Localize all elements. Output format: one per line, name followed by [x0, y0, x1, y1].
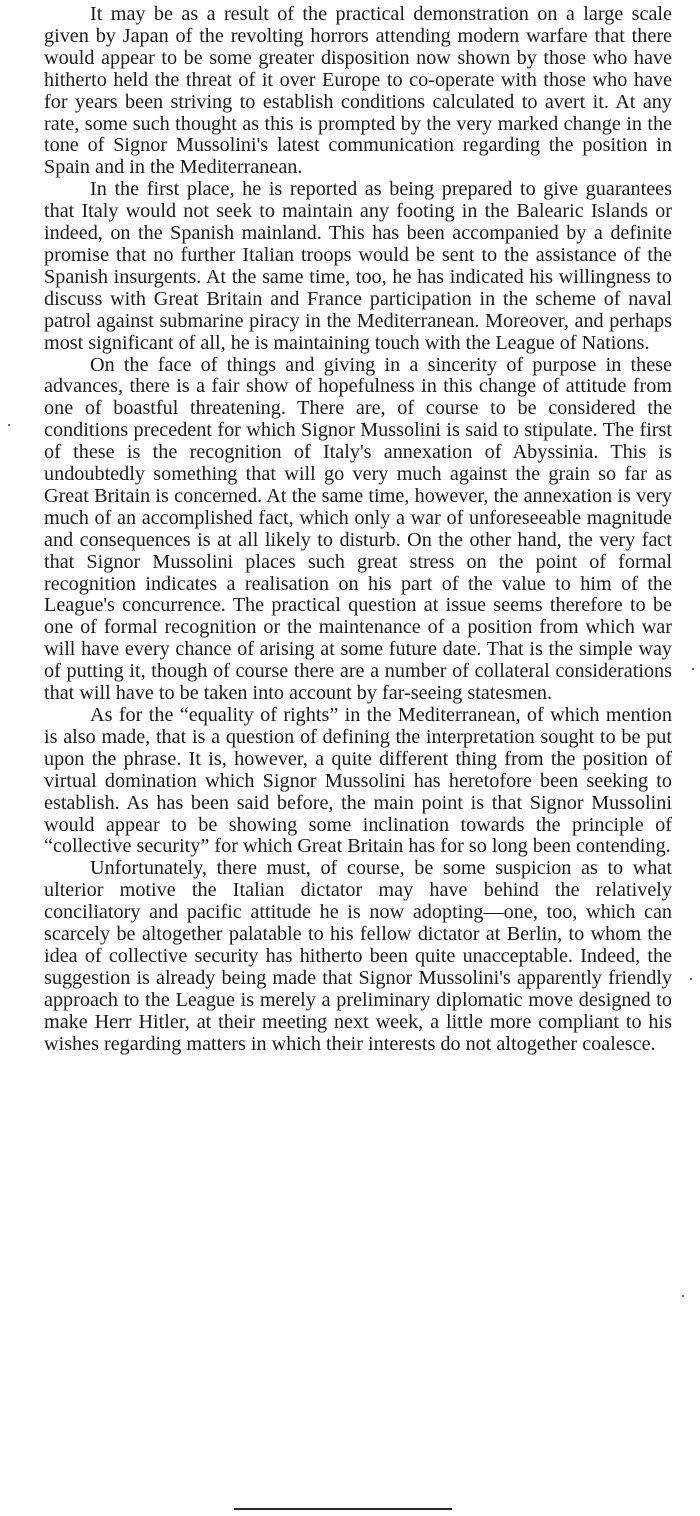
closing-divider: [234, 1508, 452, 1510]
paragraph-equality-of-rights: As for the “equality of rights” in the Mediterranean, of which mention is also made, that is a question of defining the interpretation sought to be put upon the phrase. It is, however, a quite different thing from the position of virtual domination which Signor Mussolini has heretofore been seeking to establish. As has been said before, the main point is that Signor Mussolini would appear to be showing some inclination towards the principle of “collective security” for which Great Britain has for so long been contending.: [44, 704, 672, 858]
scan-speck: [692, 668, 694, 670]
paragraph-guarantees: In the first place, he is reported as being prepared to give guarantees that Italy would not seek to maintain any footing in the Balearic Islands or indeed, on the Spanish mainland. This has been accompanied by a definite promise that no further Italian troops would be sent to the assistance of the Spanish insurgents. At the same time, too, he has indicated his willingness to discuss with Great Britain and France participation in the scheme of naval patrol against submarine piracy in the Mediterranean. Moreover, and perhaps most significant of all, he is maintaining touch with the League of Nations.: [44, 178, 672, 354]
paragraph-conditions-precedent: On the face of things and giving in a sincerity of purpose in these advances, there is a fair show of hopefulness in this change of attitude from one of boastful threatening. There are, of course to be considered the conditions precedent for which Signor Mussolini is said to stipulate. The first of these is the recognition of Italy's annexation of Abyssinia. This is undoubtedly something that will go very much against the grain so far as Great Britain is concerned. At the same time, however, the annexation is very much of an accomplished fact, which only a war of unforeseeable magnitude and consequences is at all likely to disturb. On the other hand, the very fact that Signor Mussolini places such great stress on the point of formal recognition indicates a realisation on his part of the value to him of the League's concurrence. The practical question at issue seems therefore to be one of formal recognition or the maintenance of a position from which war will have every chance of arising at some future date. That is the simple way of putting it, though of course there are a number of collateral considerations that will have to be taken into account by far-seeing statesmen.: [44, 353, 672, 705]
paragraph-ulterior-motive: Unfortunately, there must, of course, be some suspicion as to what ulterior motive the Italian dictator may have behind the relatively conciliatory and pacific attitude he is now adopting—one, too, which can scarcely be altogether palatable to his fellow dictator at Berlin, to whom the idea of collective security has hitherto been quite unacceptable. Indeed, the suggestion is already being made that Signor Mussolini's apparently friendly approach to the League is merely a preliminary diplomatic move designed to make Herr Hitler, at their meeting next week, a little more compliant to his wishes regarding matters in which their interests do not altogether coalesce.: [44, 857, 672, 1055]
paragraph-japan-demonstration: It may be as a result of the practical demonstration on a large scale given by Japan of the revolting horrors attending modern warfare that there would appear to be some greater disposition now shown by those who have hitherto held the threat of it over Europe to co-operate with those who have for years been striving to establish conditions calculated to avert it. At any rate, some such thought as this is prompted by the very marked change in the tone of Signor Mussolini's latest communication regarding the position in Spain and in the Mediterranean.: [44, 3, 672, 179]
scan-speck: [682, 1295, 684, 1297]
article-body: [44, 4, 672, 1056]
scan-speck: [690, 978, 692, 980]
scan-speck: [8, 424, 10, 426]
